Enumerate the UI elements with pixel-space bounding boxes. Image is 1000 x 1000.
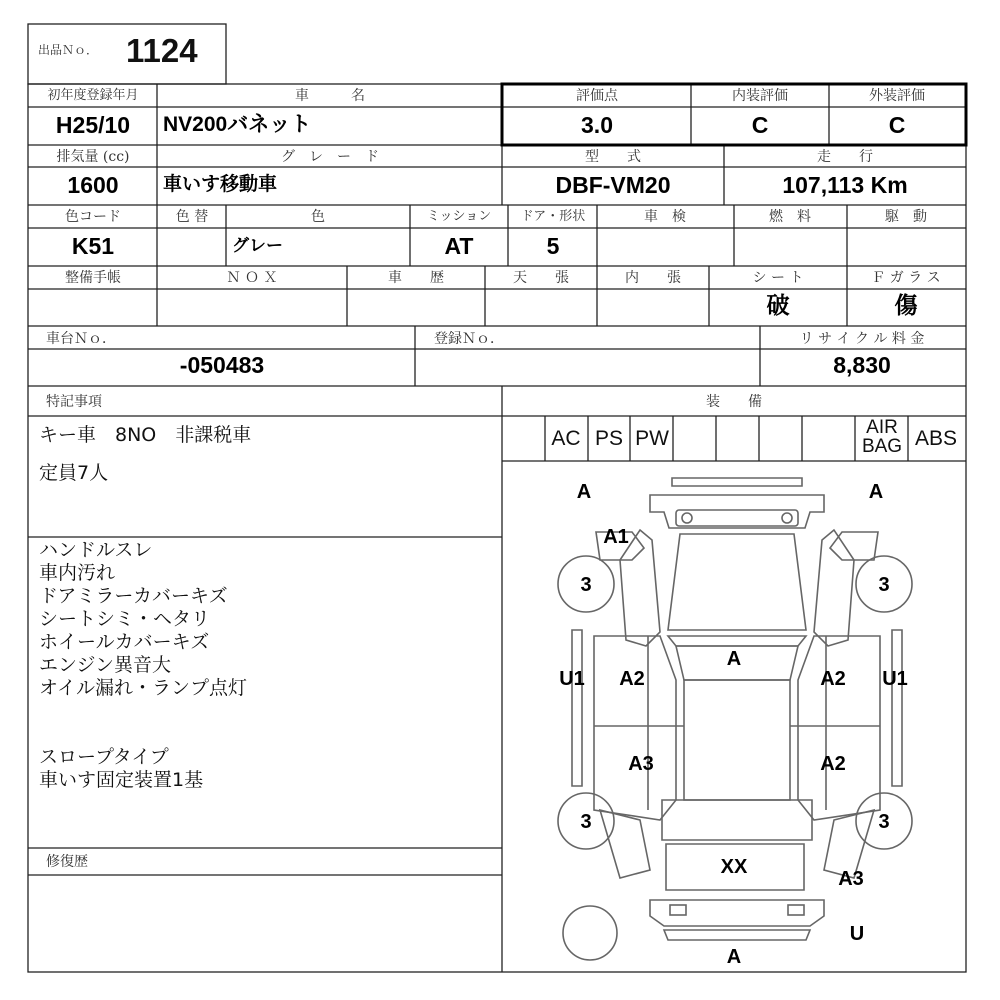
value-color-code: K51 — [71, 233, 115, 259]
label-grade: グ レ ー ド — [281, 149, 379, 165]
label-interior: 内装評価 — [732, 88, 788, 104]
grille — [676, 510, 798, 526]
label-roof: 天 張 — [513, 270, 569, 286]
value-color: グレー — [232, 236, 283, 255]
equipment-item-abs: ABS — [914, 427, 958, 450]
value-displacement: 1600 — [67, 172, 119, 198]
value-f-glass: 傷 — [894, 292, 918, 318]
label-car-name: 車 名 — [295, 88, 365, 104]
remarks-main — [39, 539, 247, 792]
equipment-item-airbag: AIR BAG — [861, 417, 903, 457]
rear-lamp-left — [670, 905, 686, 915]
value-model: DBF-VM20 — [555, 172, 671, 198]
label-mission: ミッション — [426, 209, 492, 224]
mark-left-rear-door: A3 — [628, 753, 654, 775]
value-mileage: 107,113 Km — [782, 172, 908, 198]
value-grade: 車いす移動車 — [163, 174, 278, 195]
label-f-glass: Ｆ ガ ラ ス — [871, 270, 941, 286]
mark-right-sill: U1 — [882, 668, 908, 690]
equipment-item-2: PS — [594, 427, 624, 450]
label-seat: シ ー ト — [752, 270, 804, 286]
mark-back-door: XX — [720, 856, 748, 878]
remarks-line: キー車 8NO 非課税車 — [39, 424, 252, 446]
left-side-panel — [594, 636, 676, 820]
label-mileage: 走 行 — [817, 149, 873, 165]
right-sill-outline — [892, 630, 902, 786]
label-remarks: 特記事項 — [46, 394, 102, 410]
front-emblem-right — [782, 513, 792, 523]
mark-rear-bumper: A — [726, 946, 742, 968]
rear-bumper-outline — [650, 900, 824, 926]
left-sill-outline — [572, 630, 582, 786]
mark-rear-right-wheel: 3 — [878, 811, 890, 833]
roof-outline — [684, 680, 790, 800]
label-repair: 修復歴 — [46, 854, 88, 870]
remarks-line: エンジン異音大 — [39, 654, 172, 676]
label-nox: Ｎ Ｏ Ｘ — [226, 270, 278, 286]
label-equipment: 装 備 — [706, 394, 762, 410]
rear-lamp-right — [788, 905, 804, 915]
equipment-item-1: AC — [551, 427, 581, 450]
remarks-line: オイル漏れ・ランプ点灯 — [39, 677, 248, 699]
remarks-line: シートシミ・ヘタリ — [39, 608, 211, 630]
value-first-reg: H25/10 — [55, 112, 131, 138]
value-interior: C — [751, 112, 769, 138]
spare-wheel-outline — [563, 906, 617, 960]
label-maintenance: 整備手帳 — [65, 270, 121, 286]
right-front-fender — [814, 530, 854, 646]
mark-rear-bumper-right: U — [849, 923, 865, 945]
mark-rear-right-corner: A3 — [838, 868, 864, 890]
remarks-line: ドアミラーカバーキズ — [39, 585, 228, 607]
remarks-line: 車いす固定装置1基 — [39, 769, 204, 791]
remarks-line: 定員7人 — [39, 462, 109, 484]
mark-left-sill: U1 — [559, 668, 585, 690]
mark-windshield: A1 — [603, 526, 629, 548]
label-fuel: 燃 料 — [769, 209, 811, 225]
mark-front-left-wheel: 3 — [580, 574, 592, 596]
mark-front-left-corner: A — [576, 481, 592, 503]
remarks-line: スロープタイプ — [39, 746, 169, 768]
label-history: 車 歴 — [388, 270, 444, 286]
front-emblem-left — [682, 513, 692, 523]
rear-roof — [662, 800, 812, 840]
mark-front-right-corner: A — [868, 481, 884, 503]
remarks-line: ホイールカバーキズ — [39, 631, 210, 653]
mark-left-front-door: A2 — [619, 668, 645, 690]
label-drive: 駆 動 — [885, 209, 927, 225]
mark-right-front-door: A2 — [820, 668, 846, 690]
equipment-item-3: PW — [635, 427, 669, 450]
label-door: ドア・形状 — [520, 209, 586, 224]
label-first-reg: 初年度登録年月 — [47, 88, 139, 103]
lot-number: 1124 — [126, 32, 198, 69]
remarks-line: ハンドルスレ — [39, 539, 153, 561]
value-door: 5 — [546, 233, 560, 259]
label-displacement: 排気量 (cc) — [56, 149, 130, 165]
value-car-name: NV200バネット — [163, 113, 312, 136]
value-chassis: -050483 — [179, 352, 265, 378]
label-chassis: 車台Ｎｏ． — [46, 331, 116, 347]
remarks-line — [39, 723, 247, 746]
value-exterior: C — [888, 112, 906, 138]
label-color: 色 — [311, 209, 325, 225]
label-interior-trim: 内 張 — [625, 270, 681, 286]
label-color-change: 色 替 — [175, 209, 209, 225]
label-registration: 登録Ｎｏ． — [434, 331, 504, 347]
label-color-code: 色コード — [65, 209, 121, 225]
remarks-top — [39, 424, 251, 484]
label-recycle: リ サ イ ク ル 料 金 — [799, 331, 925, 347]
mark-rear-left-wheel: 3 — [580, 811, 592, 833]
mark-roof: A — [726, 648, 742, 670]
remarks-line: 車内汚れ — [39, 562, 116, 584]
value-score: 3.0 — [581, 112, 613, 138]
label-score: 評価点 — [576, 88, 618, 104]
value-seat: 破 — [766, 292, 790, 318]
label-inspection: 車 検 — [644, 209, 686, 225]
value-recycle: 8,830 — [833, 352, 891, 378]
mark-front-right-wheel: 3 — [878, 574, 890, 596]
lot-label: 出品Ｎｏ． — [38, 43, 99, 57]
value-mission: AT — [444, 233, 474, 259]
windshield-outline — [668, 534, 806, 630]
remarks-line — [39, 700, 247, 723]
left-rear-fender — [600, 810, 650, 878]
label-model: 型 式 — [585, 149, 641, 165]
front-bumper-top — [672, 478, 802, 486]
mark-right-rear-door: A2 — [820, 753, 846, 775]
right-side-panel — [798, 636, 880, 820]
label-exterior: 外装評価 — [869, 88, 925, 104]
